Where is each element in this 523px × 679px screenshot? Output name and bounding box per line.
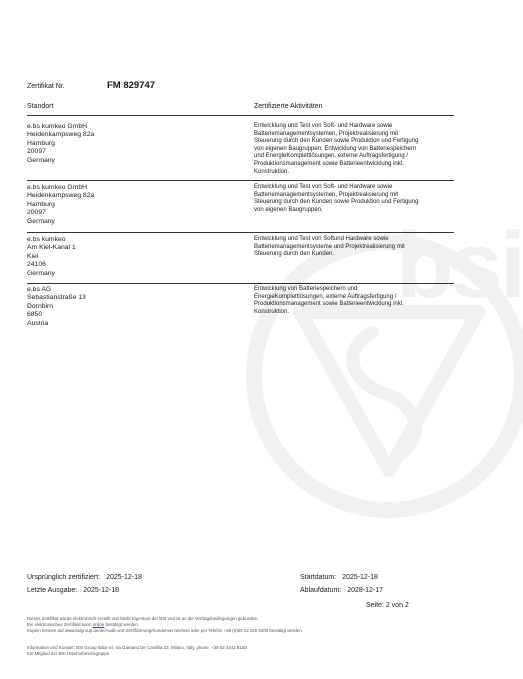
footer-text: bestätigt werden. <box>104 622 140 627</box>
activity-line: Entwicklung und Test von Soft- und Hardware sowie <box>254 184 393 190</box>
start-date-label: Startdatum: <box>300 574 337 581</box>
table-divider <box>27 283 454 284</box>
location-line: 24106 <box>27 261 46 269</box>
location-line: e.bs kumkeo GmbH <box>27 184 88 191</box>
activity-line: und EnergieKomplettlösungen, externe Auftragsfertigung / <box>254 153 409 160</box>
activity-line: Entwicklung und Test von Softund Hardware sowie <box>254 236 389 242</box>
activity-line: Steuerung durch den Kunden. <box>254 251 335 258</box>
table-divider <box>27 180 454 181</box>
activity-line: EnergieKomplettlösungen, externe Auftragsfertigung / <box>254 293 397 300</box>
location-line: Am Kiel-Kanal 1 <box>27 244 76 252</box>
activity-line: Konstruktion. <box>254 308 290 315</box>
activities-cell <box>254 286 454 316</box>
activity-line: Produktionsmanagement sowie Batterieentwicklung inkl. <box>254 301 404 308</box>
expiry-date <box>300 587 383 594</box>
activity-line: Steuerung durch den Kunden sowie Produktion und Fertigung <box>254 138 419 145</box>
expiry-date-label: Ablaufdatum: <box>300 587 342 594</box>
activities-cell <box>254 184 454 214</box>
location-line: Heidenkampsweg 82a <box>27 131 95 139</box>
footer-line: Dieses Zertifikat wurde elektronisch erstellt und bleibt Eigentum der BSI und ist an die Vertragsbedingungen gebunden. <box>27 616 259 621</box>
footer-line: Kopien können auf www.bsigroup.de/de/Audit-und-Zertifizierung/Kundenverzeichnis oder per Telefon +49 (0)69 22 228 9200 bestätigt werden. <box>27 628 303 633</box>
certificate-number: FM 829747 <box>107 80 156 91</box>
activity-line: von eigenen Baugruppen. <box>254 206 323 213</box>
location-line: Sebastianstraße 13 <box>27 294 86 302</box>
location-line: Germany <box>27 269 55 277</box>
location-line: Heidenkampsweg 82a <box>27 192 95 200</box>
activity-line: Konstruktion. <box>254 168 290 175</box>
location-cell <box>27 184 247 226</box>
original-certified-label: Ursprünglich zertifiziert: <box>27 574 101 581</box>
column-header-location: Standort <box>27 103 54 110</box>
location-line: e.bs AG <box>27 286 52 293</box>
page-number: Seite: 2 von 2 <box>366 602 409 609</box>
column-header-activities: Zertifizierte Aktivitäten <box>254 103 323 110</box>
latest-issue-date <box>27 587 119 594</box>
activities-cell <box>254 236 454 259</box>
location-cell <box>27 286 247 328</box>
activity-line: Batteriemanagementsysteme und Projektrealisierung mit <box>254 243 405 250</box>
footer-contact <box>27 645 247 657</box>
table-divider <box>27 232 454 233</box>
latest-issue-value: 2025-12-18 <box>83 587 119 594</box>
activity-line: Batteriemanagementsystemen, Projektrealisierung mit <box>254 130 399 137</box>
location-line: Germany <box>27 156 55 164</box>
certificate-number-label: Zertifikat Nr. <box>27 83 65 90</box>
bsi-watermark-text: bsi <box>396 212 523 317</box>
location-line: Kiel <box>27 252 39 260</box>
location-cell <box>27 123 247 165</box>
footer-line: Ein Mitglied der BSI Unternehmensgruppe <box>27 651 110 656</box>
activity-line: Steuerung durch den Kunden sowie Produktion und Fertigung <box>254 199 419 206</box>
activity-line: Entwicklung von Batteriespeichern und <box>254 286 358 292</box>
start-date-value: 2025-12-18 <box>342 574 378 581</box>
online-verification-link[interactable]: online <box>92 622 105 627</box>
location-line: Hamburg <box>27 200 55 208</box>
start-date <box>300 574 378 581</box>
activity-line: Batteriemanagementsystemen, Projektrealisierung mit <box>254 191 399 198</box>
original-certified-date <box>27 574 142 581</box>
location-line: 20097 <box>27 148 46 156</box>
location-cell <box>27 236 247 278</box>
activity-line: von eigenen Baugruppen; Entwicklung von Batteriespeichern <box>254 145 417 152</box>
location-line: 6850 <box>27 311 43 319</box>
location-line: Dornbirn <box>27 302 54 310</box>
location-line: e.bs kumkeo <box>27 236 66 243</box>
expiry-date-value: 2028-12-17 <box>347 587 384 594</box>
table-divider <box>27 115 454 116</box>
footer-line: Information und Kontakt: BSI Group Italia srl, via Gaetano De Castillia 23, Milano, Italy, phone: +39 02 4441 8150 <box>27 645 247 650</box>
location-line: Austria <box>27 319 49 327</box>
footer-legal <box>27 616 303 634</box>
certificate-header <box>27 82 457 96</box>
activities-cell <box>254 123 454 176</box>
activity-line: Produktionsmanagement sowie Batterieentwicklung inkl. <box>254 160 404 167</box>
location-line: 20097 <box>27 209 46 217</box>
activity-line: Entwicklung und Test von Soft- und Hardware sowie <box>254 123 393 129</box>
latest-issue-label: Letzte Ausgabe: <box>27 587 78 594</box>
location-line: e.bs kumkeo GmbH <box>27 123 88 130</box>
footer-text: Ein elektronisches Zertifikat kann <box>27 622 93 627</box>
location-line: Germany <box>27 217 55 225</box>
location-line: Hamburg <box>27 139 55 147</box>
original-certified-value: 2025-12-18 <box>106 574 142 581</box>
